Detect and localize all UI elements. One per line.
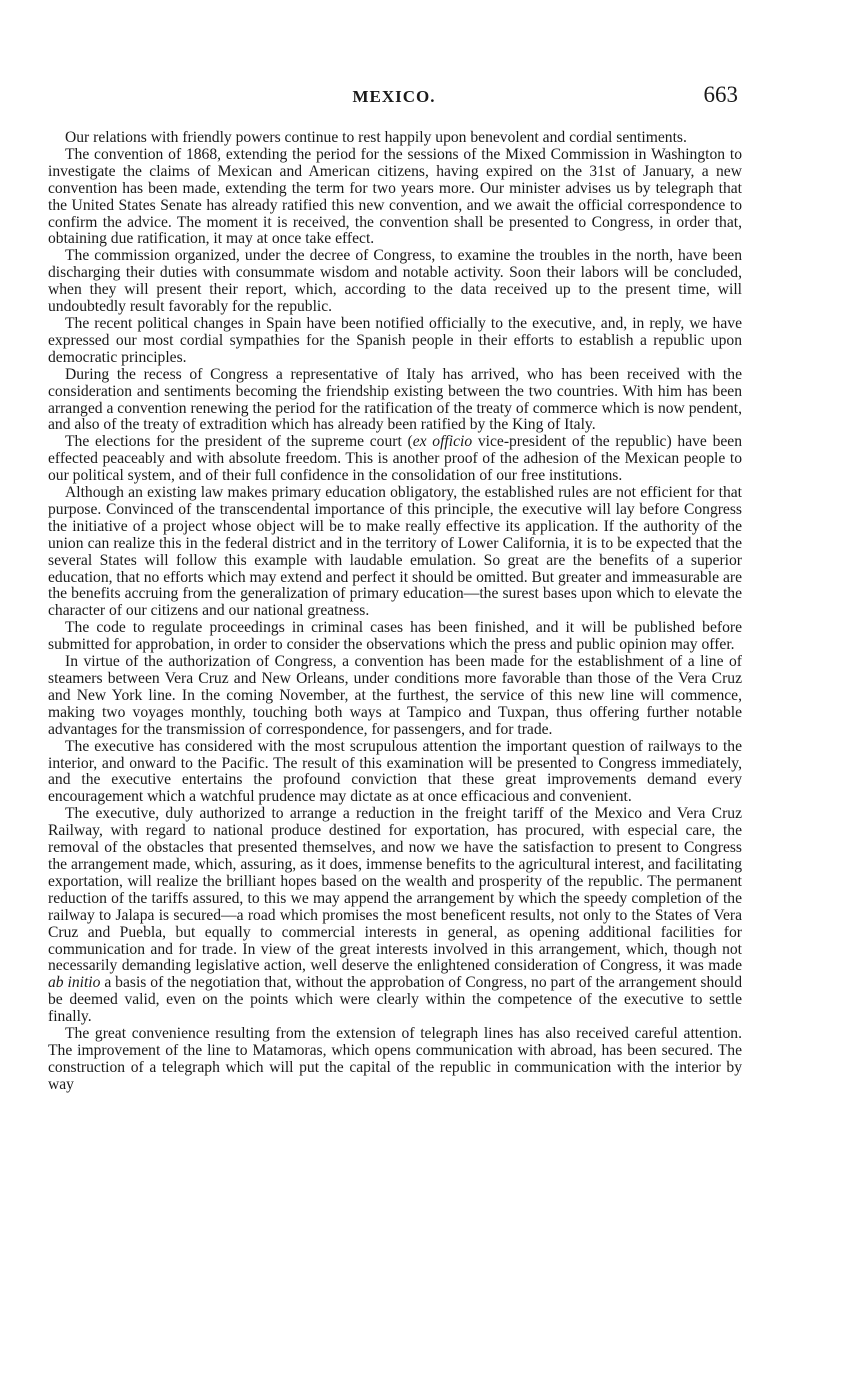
latin-phrase: ab initio <box>48 974 101 992</box>
paragraph-criminal-code: The code to regulate proceedings in criminal cases has been finished, and it will be published before submitted for approbation, in order to consider the observations which the press and public opinion may offer. <box>48 619 742 654</box>
paragraph-relations: Our relations with friendly powers continue to rest happily upon benevolent and cordial sentiments. <box>65 129 687 146</box>
running-head <box>48 82 740 112</box>
paragraph-telegraph: The great convenience resulting from the extension of telegraph lines has also received careful attention. The improvement of the line to Matamoras, which opens communication with abroad, has been secured. The construction of a telegraph which will put the capital of the republic in communication with the interior by way <box>48 1025 742 1093</box>
paragraph-steamers: In virtue of the authorization of Congress, a convention has been made for the establishment of a line of steamers between Vera Cruz and New Orleans, under conditions more favorable than those of the Vera Cruz and New York line. In the coming November, at the furthest, the service of this new line will commence, making two voyages monthly, touching both ways at Tampico and Tuxpan, thus offering further notable advantages for the transmission of correspondence, for passengers, and for trade. <box>48 653 742 738</box>
latin-phrase: ex officio <box>412 433 473 451</box>
paragraph-railways: The executive has considered with the most scrupulous attention the important question of railways to the interior, and onward to the Pacific. The result of this examination will be presented to Congress immediately, and the executive entertains the profound conviction that these great improvements demand every encouragement which a watchful prudence may dictate as at once efficacious and convenient. <box>48 737 742 806</box>
paragraph-supreme-court-elections: The elections for the president of the supreme court (ex officio vice-president of the republic) have been effected peaceably and with absolute freedom. This is another proof of the adhesion of the Mexican people to our political system, and of their full confidence in the consolidation of our free institutions. <box>48 433 742 485</box>
page-number: 663 <box>703 82 738 107</box>
paragraph-convention-1868: The convention of 1868, extending the period for the sessions of the Mixed Commission in Washington to investigate the claims of Mexican and American citizens, having expired on the 31st of January, a new convention has been made, extending the term for two years more. Our minister advises us by telegraph that the United States Senate has already ratified this new convention, and we await the official correspondence to confirm the advice. The moment it is received, the convention shall be presented to Congress, in order that, obtaining due ratification, it may at once take effect. <box>48 145 742 248</box>
paragraph-freight-tariff: The executive, duly authorized to arrange a reduction in the freight tariff of the Mexico and Vera Cruz Railway, with regard to national produce destined for exportation, has procured, with especial care, the removal of the obstacles that presented themselves, and now we have the satisfaction to present to Congress the arrangement made, which, assuring, as it does, immense benefits to the agricultural interest, and facilitating exportation, will realize the brilliant hopes based on the wealth and prosperity of the republic. The permanent reduction of the tariffs assured, to this we may append the arrangement by which the speedy completion of the railway to Jalapa is secured—a road which promises the most beneficent results, not only to the States of Vera Cruz and Puebla, but equally to commercial interests in general, as opening additional facilities for communication and for trade. In view of the great interests involved in this arrangement, which, though not necessarily demanding legislative action, well deserve the enlightened consideration of Congress, it was made ab initio a basis of the negotiation that, without the approbation of Congress, no part of the arrangement should be deemed valid, even on the points which were clearly within the competence of the executive to settle finally. <box>48 805 742 1026</box>
paragraph-commission-north: The commission organized, under the decree of Congress, to examine the troubles in the north, have been discharging their duties with consummate wisdom and notable activity. Soon their labors will be concluded, when they will present their report, which, according to the data received up to the present time, will undoubtedly result favorably for the republic. <box>48 247 742 316</box>
running-title: MEXICO. <box>352 87 436 106</box>
paragraph-italy: During the recess of Congress a representative of Italy has arrived, who has been received with the consideration and sentiments becoming the friendship existing between the two countries. With him has been arranged a convention renewing the period for the ratification of the treaty of commerce which is now pendent, and also of the treaty of extradition which has already been ratified by the King of Italy. <box>48 365 742 434</box>
paragraph-primary-education: Although an existing law makes primary education obligatory, the established rules are not efficient for that purpose. Convinced of the transcendental importance of this principle, the executive will lay before Congress the initiative of a project whose object will be to make really effective its application. If the authority of the union can realize this in the federal district and in the territory of Lower California, it is to be expected that the several States will follow this example with laudable emulation. So great are the benefits of a superior education, that no efforts which may extend and perfect it should be omitted. But greater and immeasurable are the benefits accruing from the generalization of primary education—the surest bases upon which to elevate the character of our citizens and our national greatness. <box>48 484 742 620</box>
paragraph-spain: The recent political changes in Spain have been notified officially to the executive, and, in reply, we have expressed our most cordial sympathies for the Spanish people in their efforts to establish a republic upon democratic principles. <box>48 314 742 366</box>
body-text <box>48 130 742 1094</box>
